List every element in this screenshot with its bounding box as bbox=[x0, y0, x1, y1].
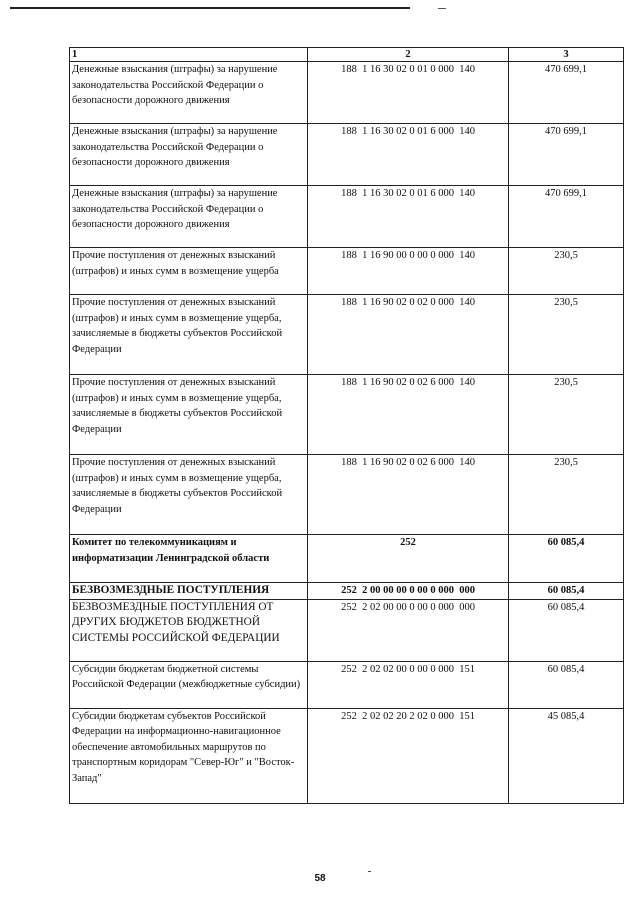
budget-code: 188 1 16 90 02 0 02 6 000 140 bbox=[308, 455, 509, 535]
amount: 230,5 bbox=[509, 375, 624, 455]
revenue-name: Прочие поступления от денежных взысканий (штрафов) и иных сумм в возмещение ущерба, зачисляемые в бюджеты субъектов Российской Федерации bbox=[70, 455, 308, 535]
table-row bbox=[70, 535, 624, 583]
table-row bbox=[70, 62, 624, 124]
amount: 45 085,4 bbox=[509, 708, 624, 803]
table-row bbox=[70, 186, 624, 248]
top-rule bbox=[10, 7, 410, 9]
revenue-name: БЕЗВОЗМЕЗДНЫЕ ПОСТУПЛЕНИЯ bbox=[70, 583, 308, 600]
budget-code: 252 2 02 02 20 2 02 0 000 151 bbox=[308, 708, 509, 803]
column-header-2: 2 bbox=[308, 48, 509, 62]
budget-code: 188 1 16 90 02 0 02 6 000 140 bbox=[308, 375, 509, 455]
budget-code: 252 2 02 00 00 0 00 0 000 000 bbox=[308, 599, 509, 661]
revenue-name: Прочие поступления от денежных взысканий (штрафов) и иных сумм в возмещение ущерба bbox=[70, 248, 308, 295]
budget-code: 188 1 16 30 02 0 01 0 000 140 bbox=[308, 62, 509, 124]
table-row bbox=[70, 583, 624, 600]
amount: 470 699,1 bbox=[509, 186, 624, 248]
amount: 230,5 bbox=[509, 455, 624, 535]
budget-code: 188 1 16 30 02 0 01 6 000 140 bbox=[308, 124, 509, 186]
table-row bbox=[70, 124, 624, 186]
revenue-name: Прочие поступления от денежных взысканий (штрафов) и иных сумм в возмещение ущерба, зачисляемые в бюджеты субъектов Российской Федерации bbox=[70, 295, 308, 375]
amount: 60 085,4 bbox=[509, 583, 624, 600]
revenue-name: БЕЗВОЗМЕЗДНЫЕ ПОСТУПЛЕНИЯ ОТ ДРУГИХ БЮДЖЕТОВ БЮДЖЕТНОЙ СИСТЕМЫ РОССИЙСКОЙ ФЕДЕРАЦИИ bbox=[70, 599, 308, 661]
column-header-3: 3 bbox=[509, 48, 624, 62]
revenue-name: Субсидии бюджетам субъектов Российской Федерации на информационно-навигационное обеспечение автомобильных маршрутов по транспортным коридорам "Север-Юг" и "Восток-Запад" bbox=[70, 708, 308, 803]
amount: 60 085,4 bbox=[509, 599, 624, 661]
column-header-1: 1 bbox=[70, 48, 308, 62]
table-row bbox=[70, 661, 624, 708]
budget-code: 252 2 00 00 00 0 00 0 000 000 bbox=[308, 583, 509, 600]
table-row bbox=[70, 599, 624, 661]
budget-code: 188 1 16 90 00 0 00 0 000 140 bbox=[308, 248, 509, 295]
table-row bbox=[70, 248, 624, 295]
revenue-name: Денежные взыскания (штрафы) за нарушение законодательства Российской Федерации о безопасности дорожного движения bbox=[70, 62, 308, 124]
page-number: 58 bbox=[314, 873, 326, 884]
amount: 230,5 bbox=[509, 295, 624, 375]
budget-code: 188 1 16 90 02 0 02 0 000 140 bbox=[308, 295, 509, 375]
revenue-name: Денежные взыскания (штрафы) за нарушение законодательства Российской Федерации о безопасности дорожного движения bbox=[70, 124, 308, 186]
table-row bbox=[70, 455, 624, 535]
amount: 470 699,1 bbox=[509, 62, 624, 124]
revenue-name: Субсидии бюджетам бюджетной системы Российской Федерации (межбюджетные субсидии) bbox=[70, 661, 308, 708]
table-header-row bbox=[70, 48, 624, 62]
revenue-name: Денежные взыскания (штрафы) за нарушение законодательства Российской Федерации о безопасности дорожного движения bbox=[70, 186, 308, 248]
amount: 230,5 bbox=[509, 248, 624, 295]
table-row bbox=[70, 708, 624, 803]
table-row bbox=[70, 375, 624, 455]
amount: 60 085,4 bbox=[509, 661, 624, 708]
table-row bbox=[70, 295, 624, 375]
budget-revenue-table bbox=[69, 47, 624, 804]
amount: 470 699,1 bbox=[509, 124, 624, 186]
budget-code: 252 bbox=[308, 535, 509, 583]
budget-code: 188 1 16 30 02 0 01 6 000 140 bbox=[308, 186, 509, 248]
amount: 60 085,4 bbox=[509, 535, 624, 583]
revenue-name: Прочие поступления от денежных взысканий (штрафов) и иных сумм в возмещение ущерба, зачисляемые в бюджеты субъектов Российской Федерации bbox=[70, 375, 308, 455]
revenue-name: Комитет по телекоммуникациям и информатизации Ленинградской области bbox=[70, 535, 308, 583]
budget-code: 252 2 02 02 00 0 00 0 000 151 bbox=[308, 661, 509, 708]
top-rule-mark bbox=[438, 8, 446, 9]
scan-speck bbox=[368, 871, 371, 872]
